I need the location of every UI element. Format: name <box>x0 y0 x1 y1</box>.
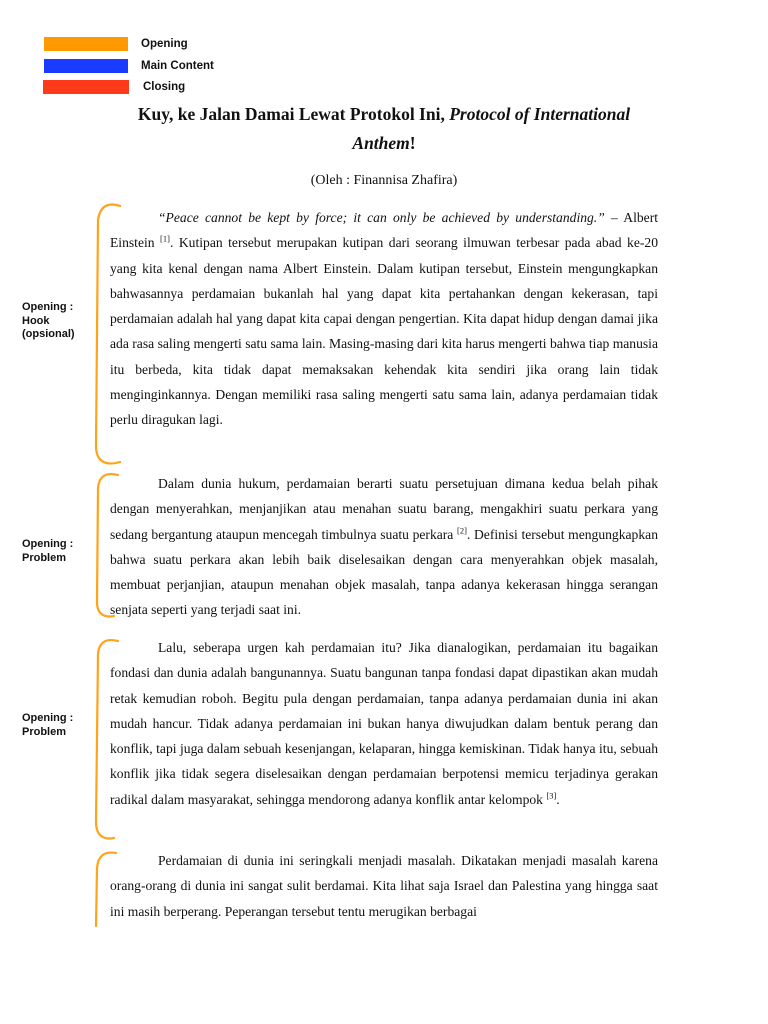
side-label-line: Problem <box>22 725 67 738</box>
paragraph-text: Lalu, seberapa urgen kah perdamaian itu? Jika dianalogikan, perdamaian itu bagaikan fondasi dan dunia adalah bangunannya. Suatu bangunan tanpa fondasi dapat dipastikan akan mudah retak kemudian roboh. Begitu pula dengan perdamaian, tanpa adanya perdamaian dunia ini akan mudah hancur. Tidak adanya perdamaian ini bukan hanya diwujudkan dalam bentuk perang dan konflik, tapi juga dalam sebuah kesenjangan, kelaparan, hingga kemiskinan. Tidak hanya itu, sebuah konflik jika tidak segera diselesaikan dengan perdamaian berpotensi memicu terjadinya gerakan radikal dalam masyarakat, sehingga mendorong adanya konflik antar kelompok <box>110 640 658 807</box>
paragraph-text: Dalam dunia hukum, perdamaian berarti suatu persetujuan dimana kedua belah pihak dengan menyerahkan, menjanjikan atau menahan suatu barang, mengakhiri suatu perkara yang sedang bergantung ataupun mencegah timbulnya suatu perkara <box>110 476 658 542</box>
footnote-ref: [3] <box>546 790 557 801</box>
title-italic-text: Protocol of International Anthem <box>352 104 631 153</box>
legend-item-closing <box>44 79 244 95</box>
paragraph-main-content <box>110 848 658 924</box>
legend-item-main-content <box>44 58 244 74</box>
side-label-line: (opsional) <box>22 328 75 340</box>
side-label-line: Opening : <box>22 712 74 724</box>
title-main: Kuy, ke Jalan Damai Lewat Protokol Ini, <box>137 104 445 124</box>
title-end: ! <box>409 133 416 153</box>
side-label-line: Opening : <box>22 301 74 313</box>
side-label-line: Problem <box>22 551 67 564</box>
side-label-problem-2 <box>22 712 73 739</box>
legend-label: Closing <box>143 81 186 93</box>
paragraph-text: Perdamaian di dunia ini seringkali menjadi masalah. Dikatakan menjadi masalah karena orang-orang di dunia ini sangat sulit berdamai. Kita lihat saja Israel dan Palestina yang hingga saat ini masih berperang. Peperangan tersebut tentu merugikan berbagai <box>110 853 658 919</box>
side-label-problem-1 <box>22 538 73 565</box>
footnote-ref: [1] <box>160 233 170 244</box>
paragraph-hook <box>110 205 658 433</box>
paragraph-text: . <box>556 791 560 807</box>
side-label-line: Hook <box>22 314 50 327</box>
side-label-hook <box>22 301 75 342</box>
legend-swatch-main-content <box>44 59 128 73</box>
footnote-ref: [2] <box>457 525 467 536</box>
legend-swatch-opening <box>44 37 128 51</box>
paragraph-text: . Kutipan tersebut merupakan kutipan dari seorang ilmuwan terbesar pada abad ke-20 yang kita kenal dengan nama Albert Einstein. Dalam kutipan tersebut, Einstein mengungkapkan bahwasannya perdamaian bukanlah hal yang dapat kita pertahankan dengan kekerasan, tapi perdamaian adalah hal yang dapat kita capai dengan pengertian. Kita dapat hidup dengan damai jika ada rasa saling mengerti satu sama lain. Masing-masing dari kita harus mengerti bahwa tiap manusia itu berbeda, kita tidak dapat memaksakan kehendak kita sendiri jika orang lain tidak menginginkannya. Dengan memiliki rasa saling mengerti satu sama lain, adanya perdamaian tidak perlu diragukan lagi. <box>110 235 658 428</box>
legend-swatch-closing <box>43 80 129 94</box>
paragraph-problem-1 <box>110 471 658 623</box>
side-label-line: Opening : <box>22 538 74 550</box>
quote-attribution: – Albert Einstein <box>110 210 659 251</box>
legend-label: Opening <box>141 38 188 50</box>
paragraph-problem-2 <box>110 635 658 812</box>
legend-label: Main Content <box>141 60 214 72</box>
document-title <box>110 100 658 158</box>
paragraph-text: . Definisi tersebut mengungkapkan bahwa suatu perkara akan lebih baik diselesaikan dengan cara menyerahkan objek masalah, membuat perjanjian, ataupun menahan objek masalah, tanpa adanya kekerasan hingga serangan senjata seperti yang terjadi saat ini. <box>110 526 658 618</box>
einstein-quote: “Peace cannot be kept by force; it can only be achieved by understanding.” <box>158 210 605 225</box>
byline: (Oleh : Finannisa Zhafira) <box>310 173 458 188</box>
legend-item-opening <box>44 36 244 52</box>
